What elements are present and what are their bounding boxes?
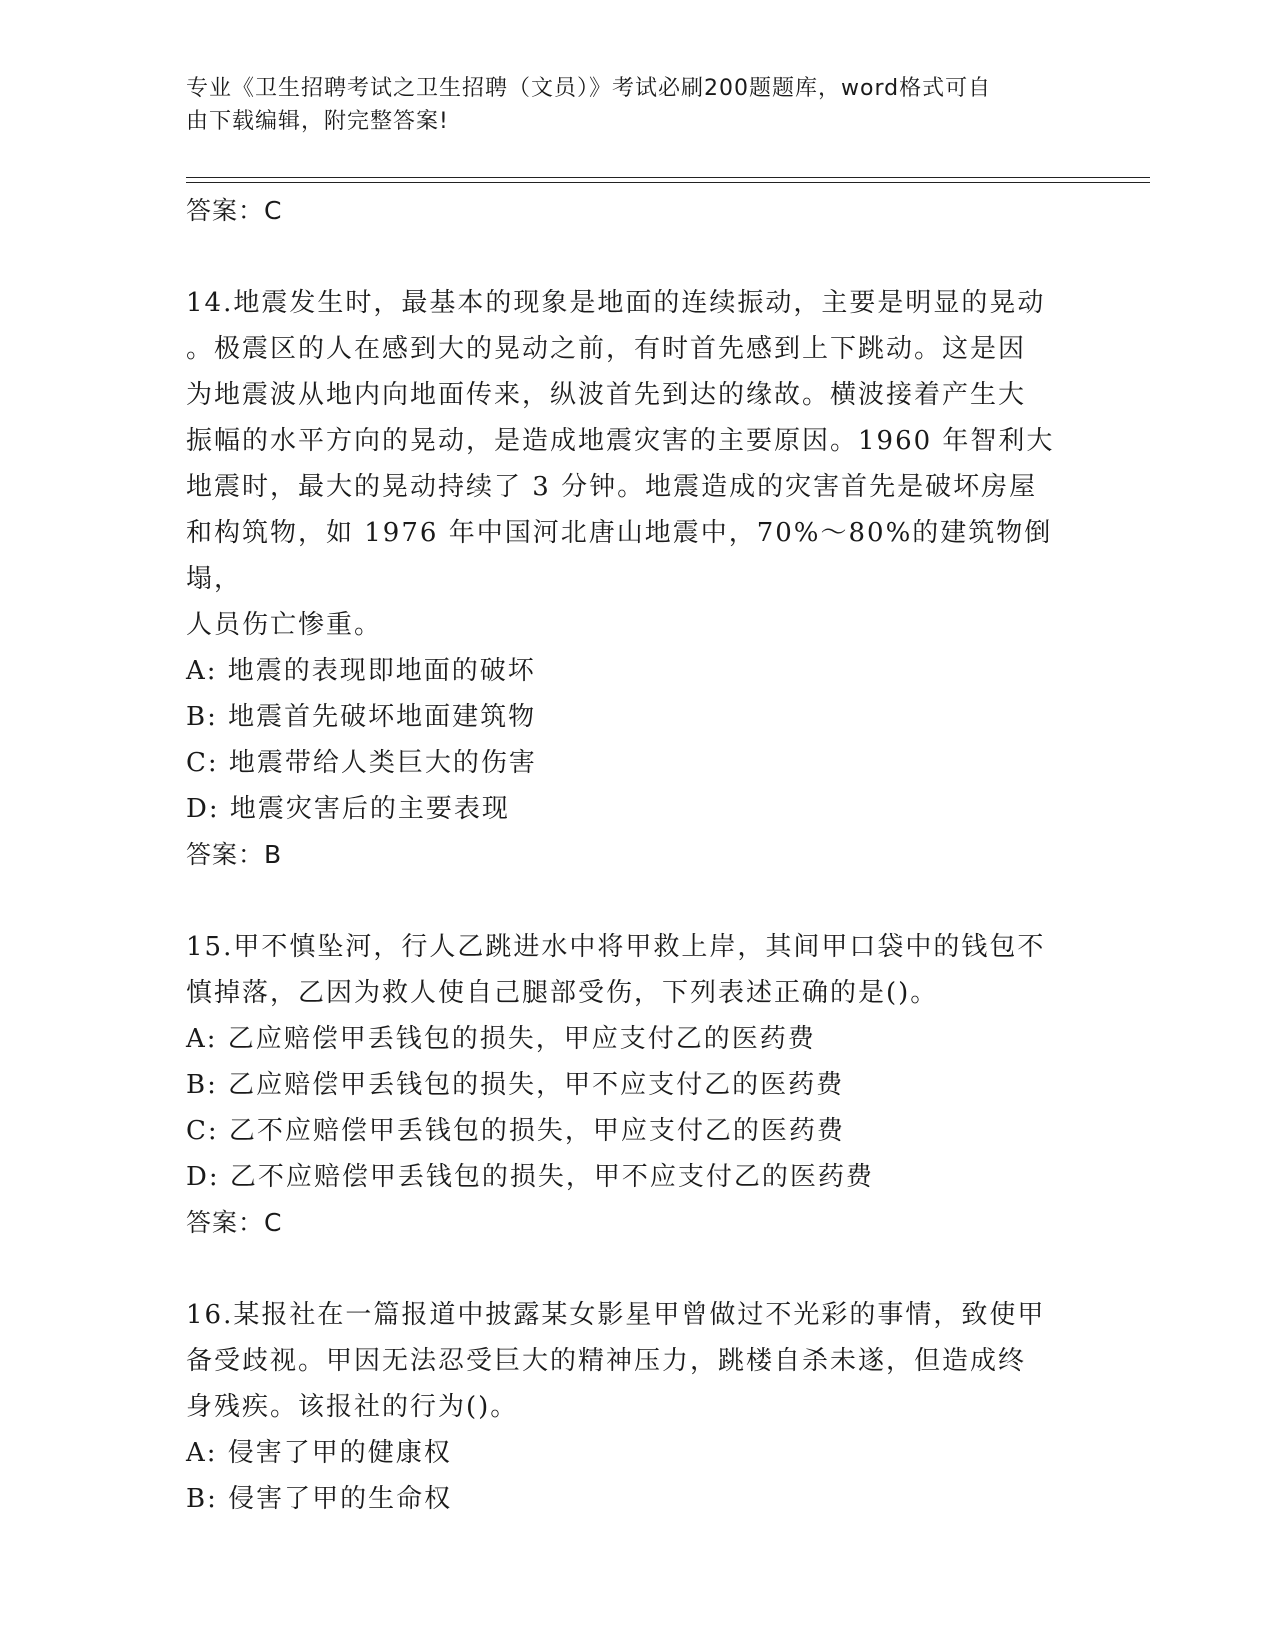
option-b: B: 乙应赔偿甲丢钱包的损失，甲不应支付乙的医药费 bbox=[186, 1070, 845, 1100]
option-c: C: 地震带给人类巨大的伤害 bbox=[186, 748, 537, 778]
option-b: B: 地震首先破坏地面建筑物 bbox=[186, 702, 537, 732]
header-divider-top bbox=[186, 177, 1150, 178]
question-stem-line: 人员伤亡惨重。 bbox=[186, 610, 383, 640]
page-header bbox=[186, 72, 1086, 138]
option-c: C: 乙不应赔偿甲丢钱包的损失，甲应支付乙的医药费 bbox=[186, 1116, 845, 1146]
question-stem-line: 16.某报社在一篇报道中披露某女影星甲曾做过不光彩的事情，致使甲 bbox=[186, 1300, 1046, 1330]
question-14 bbox=[186, 280, 1086, 878]
option-a: A: 侵害了甲的健康权 bbox=[186, 1438, 452, 1468]
answer-line: 答案：B bbox=[186, 840, 283, 869]
option-a: A: 地震的表现即地面的破坏 bbox=[186, 656, 536, 686]
option-a: A: 乙应赔偿甲丢钱包的损失，甲应支付乙的医药费 bbox=[186, 1024, 816, 1054]
question-stem-line: 。极震区的人在感到大的晃动之前，有时首先感到上下跳动。这是因 bbox=[186, 334, 1027, 364]
question-stem-line: 振幅的水平方向的晃动，是造成地震灾害的主要原因。1960 年智利大 bbox=[186, 426, 1055, 456]
document-body bbox=[186, 188, 1086, 1522]
question-16 bbox=[186, 1292, 1086, 1522]
question-stem-line: 15.甲不慎坠河，行人乙跳进水中将甲救上岸，其间甲口袋中的钱包不 bbox=[186, 932, 1046, 962]
spacer bbox=[186, 878, 1086, 924]
option-b: B: 侵害了甲的生命权 bbox=[186, 1484, 453, 1514]
header-line-1: 专业《卫生招聘考试之卫生招聘（文员）》考试必刷200题题库，word格式可自 bbox=[186, 76, 992, 101]
question-stem-line: 和构筑物，如 1976 年中国河北唐山地震中，70%～80%的建筑物倒塌， bbox=[186, 518, 1053, 594]
question-stem-line: 地震时，最大的晃动持续了 3 分钟。地震造成的灾害首先是破坏房屋 bbox=[186, 472, 1038, 502]
spacer bbox=[186, 234, 1086, 280]
question-stem-line: 备受歧视。甲因无法忍受巨大的精神压力，跳楼自杀未遂，但造成终 bbox=[186, 1346, 1027, 1376]
question-stem-line: 14.地震发生时，最基本的现象是地面的连续振动，主要是明显的晃动 bbox=[186, 288, 1046, 318]
header-divider-bottom bbox=[186, 182, 1150, 183]
option-d: D: 乙不应赔偿甲丢钱包的损失，甲不应支付乙的医药费 bbox=[186, 1162, 874, 1192]
header-line-2: 由下载编辑，附完整答案! bbox=[186, 109, 449, 134]
answer-line: 答案：C bbox=[186, 1208, 283, 1237]
question-stem-line: 身残疾。该报社的行为()。 bbox=[186, 1392, 519, 1422]
spacer bbox=[186, 1246, 1086, 1292]
question-15 bbox=[186, 924, 1086, 1246]
option-d: D: 地震灾害后的主要表现 bbox=[186, 794, 510, 824]
question-stem-line: 慎掉落，乙因为救人使自己腿部受伤，下列表述正确的是()。 bbox=[186, 978, 939, 1008]
question-stem-line: 为地震波从地内向地面传来，纵波首先到达的缘故。横波接着产生大 bbox=[186, 380, 1027, 410]
answer-line: 答案：C bbox=[186, 196, 283, 225]
